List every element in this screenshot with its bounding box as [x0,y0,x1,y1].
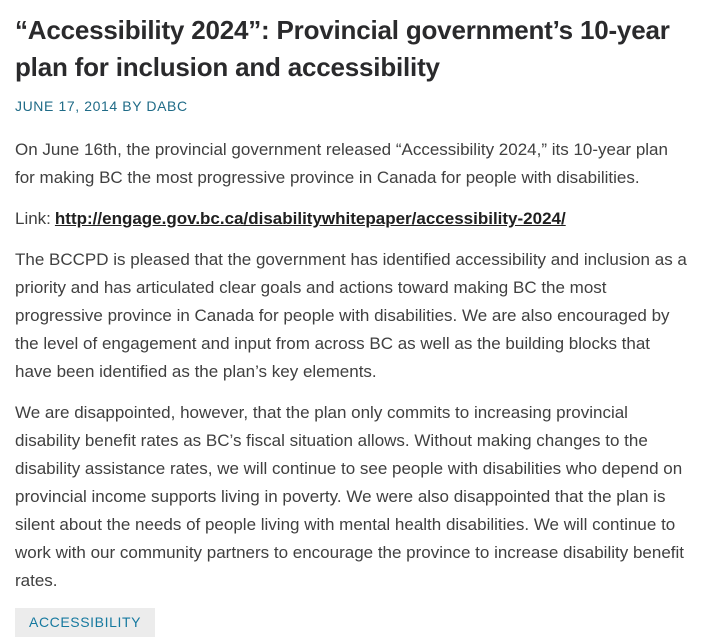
link-label: Link: [15,209,51,228]
author-link[interactable]: DABC [146,98,188,114]
accessibility-2024-link[interactable]: http://engage.gov.bc.ca/disabilitywhitepaper/accessibility-2024/ [54,209,566,228]
byline-label: BY [122,98,142,114]
paragraph-intro: On June 16th, the provincial government released “Accessibility 2024,” its 10-year plan for making BC the most progressive province in Canada for people with disabilities. [15,140,668,187]
paragraph-link [15,205,690,233]
post-title: “Accessibility 2024”: Provincial government’s 10-year plan for inclusion and accessibility [15,15,670,82]
post-meta [15,98,690,114]
post-footer [15,608,690,637]
paragraph-pleased: The BCCPD is pleased that the government has identified accessibility and inclusion as a priority and has articulated clear goals and actions toward making BC the most progressive province in Canada for people with disabilities. We are also encouraged by the level of engagement and input from across BC as well as the building blocks that have been identified as the plan’s key elements. [15,250,687,381]
post-body [15,136,690,595]
post-date: JUNE 17, 2014 [15,98,118,114]
paragraph-disappointed: We are disappointed, however, that the plan only commits to increasing provincial disability benefit rates as BC’s fiscal situation allows. Without making changes to the disability assistance rates, we will continue to see people with disabilities who depend on provincial income supports living in poverty. We were also disappointed that the plan is silent about the needs of people living with mental health disabilities. We will continue to work with our community partners to encourage the province to increase disability benefit rates. [15,403,685,590]
category-tag-accessibility[interactable]: ACCESSIBILITY [15,608,155,637]
blog-post [15,12,690,637]
